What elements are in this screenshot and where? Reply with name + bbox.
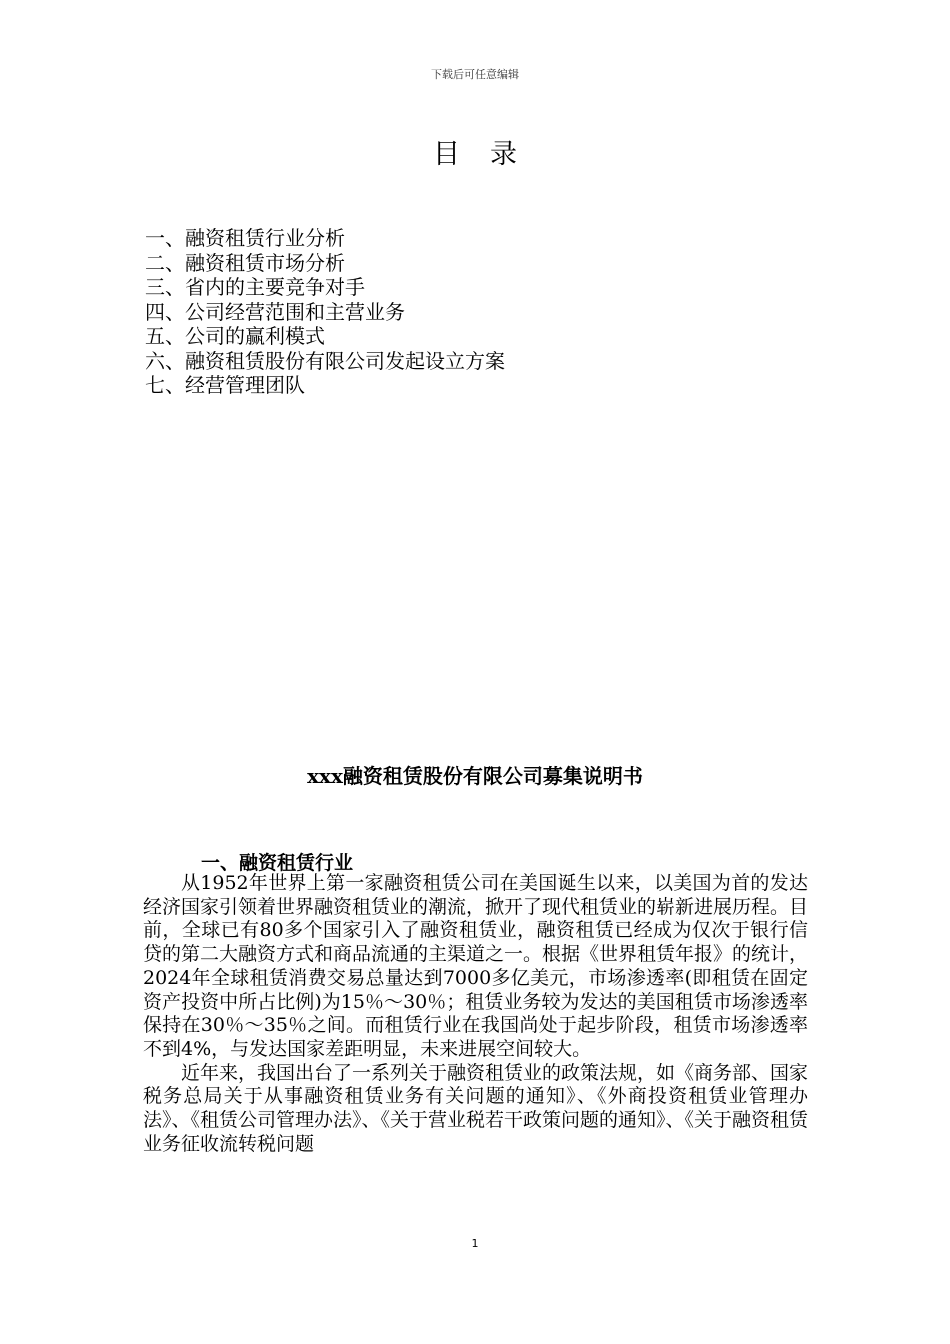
- toc-item[interactable]: 五、公司的赢利模式: [145, 324, 325, 348]
- toc-item[interactable]: 二、融资租赁市场分析: [145, 250, 345, 275]
- toc-item[interactable]: 四、公司经营范围和主营业务: [145, 299, 405, 324]
- toc-item[interactable]: 七、经营管理团队: [145, 373, 305, 397]
- paragraph: 近年来，我国出台了一系列关于融资租赁业的政策法规，如《商务部、国家税务总局关于从事融资租赁业务有关问题的通知》、《外商投资租赁业管理办法》、《租赁公司管理办法》、《关于营业税若干政策问题的通知》、《关于融资租赁业务征收流转税问题: [143, 1061, 809, 1155]
- toc-item[interactable]: 六、融资租赁股份有限公司发起设立方案: [145, 348, 505, 373]
- toc-item[interactable]: 三、省内的主要竞争对手: [145, 275, 365, 299]
- paragraph: 从1952年世界上第一家融资租赁公司在美国诞生以来，以美国为首的发达经济国家引领着世界融资租赁业的潮流，掀开了现代租赁业的崭新进展历程。目前，全球已有80多个国家引入了融资租赁业，融资租赁已经成为仅次于银行信贷的第二大融资方式和商品流通的主渠道之一。根据《世界租赁年报》的统计，2024年全球租赁消费交易总量达到7000多亿美元，市场渗透率(即租赁在固定资产投资中所占比例)为15％～30％；租赁业务较为发达的美国租赁市场渗透率保持在30％～35％之间。而租赁行业在我国尚处于起步阶段，租赁市场渗透率不到4%，与发达国家差距明显，未来进展空间较大。: [143, 872, 809, 1060]
- page-header-note: 下载后可任意编辑: [431, 68, 519, 81]
- document-title: xxx融资租赁股份有限公司募集说明书: [307, 764, 643, 788]
- body-text: [143, 872, 808, 1156]
- page-number: 1: [471, 1237, 479, 1250]
- table-of-contents: [145, 226, 505, 398]
- toc-title: 目录: [433, 139, 547, 170]
- toc-item[interactable]: 一、融资租赁行业分析: [145, 226, 345, 250]
- section-heading: 一、融资租赁行业: [201, 852, 354, 874]
